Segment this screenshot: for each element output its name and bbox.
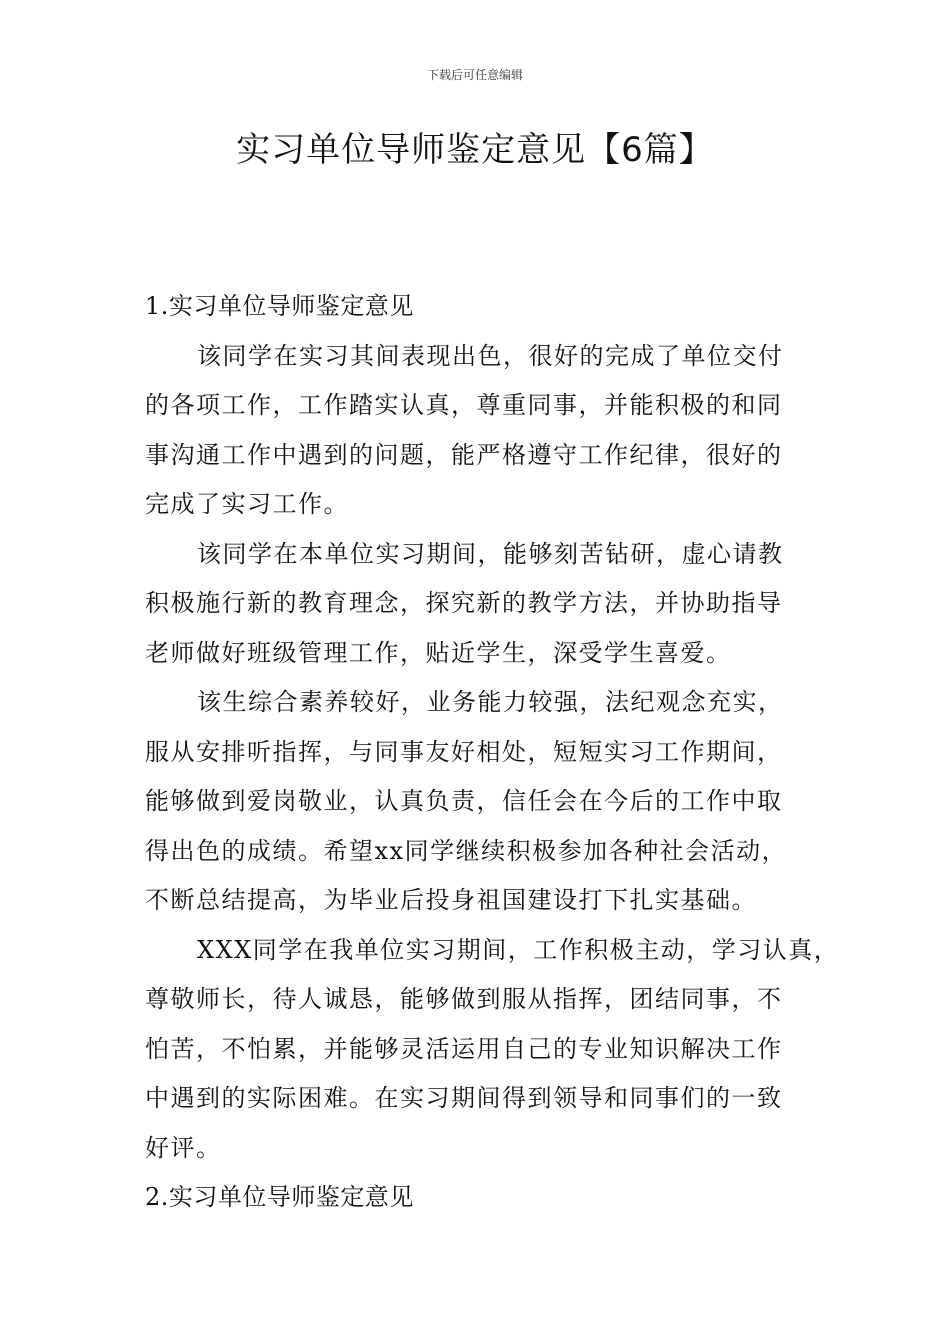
text-line: XXX同学在我单位实习期间，工作积极主动，学习认真， xyxy=(197,935,840,964)
paragraph xyxy=(145,926,840,1174)
text-line: 老师做好班级管理工作，贴近学生，深受学生喜爱。 xyxy=(145,638,732,667)
paragraph xyxy=(145,530,825,679)
text-line: 得出色的成绩。希望xx同学继续积极参加各种社会活动， xyxy=(145,836,788,865)
section-heading: 1.实习单位导师鉴定意见 xyxy=(145,292,414,320)
text-line: 完成了实习工作。 xyxy=(145,490,349,518)
text-line: 中遇到的实际困难。在实习期间得到领导和同事们的一致 xyxy=(145,1084,783,1112)
text-line: 积极施行新的教育理念，探究新的教学方法，并协助指导 xyxy=(145,589,783,617)
text-line: 该同学在本单位实习期间，能够刻苦钻研，虚心请教 xyxy=(197,539,784,568)
text-line: 事沟通工作中遇到的问题，能严格遵守工作纪律，很好的 xyxy=(145,440,783,469)
text-line: 服从安排听指挥，与同事友好相处，短短实习工作期间， xyxy=(145,737,783,766)
text-line: 怕苦，不怕累，并能够灵活运用自己的专业知识解决工作 xyxy=(145,1034,783,1063)
header-note: 下载后可任意编辑 xyxy=(426,68,523,82)
text-line: 该生综合素养较好，业务能力较强，法纪观念充实， xyxy=(197,688,784,716)
text-line: 的各项工作，工作踏实认真，尊重同事，并能积极的和同 xyxy=(145,391,783,419)
paragraph xyxy=(145,678,825,926)
document-title: 实习单位导师鉴定意见【6篇】 xyxy=(236,130,714,170)
section-heading: 2.实习单位导师鉴定意见 xyxy=(145,1183,414,1211)
text-line: 该同学在实习其间表现出色，很好的完成了单位交付 xyxy=(197,341,784,370)
text-line: 不断总结提高，为毕业后投身祖国建设打下扎实基础。 xyxy=(145,886,757,914)
text-line: 能够做到爱岗敬业，认真负责，信任会在今后的工作中取 xyxy=(145,787,783,815)
document-body xyxy=(145,282,840,1223)
text-line: 好评。 xyxy=(145,1133,222,1162)
paragraph xyxy=(145,332,825,530)
text-line: 尊敬师长，待人诚恳，能够做到服从指挥，团结同事，不 xyxy=(145,985,783,1013)
